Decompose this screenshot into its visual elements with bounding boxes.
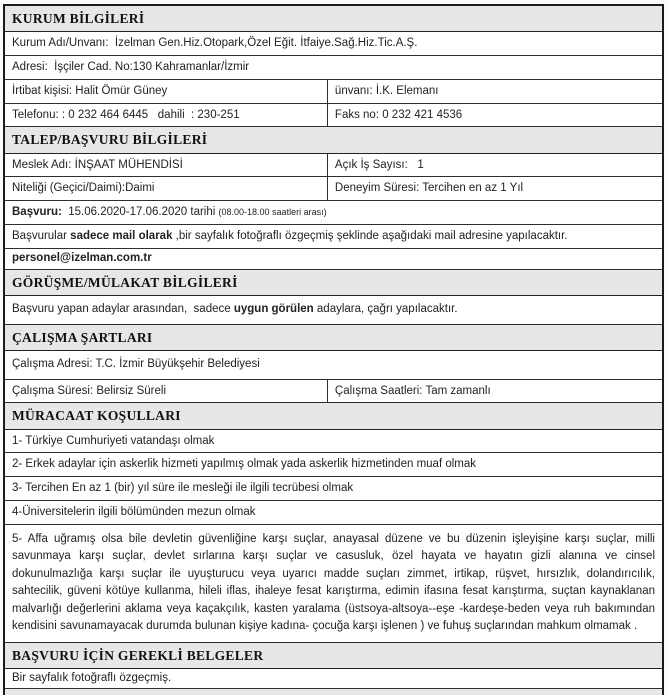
- basvuru-saat-notu: (08.00-18.00 saatleri arası): [218, 207, 327, 218]
- field-meslek-adi: Meslek Adı: İNŞAAT MÜHENDİSİ: [12, 158, 183, 171]
- row-basvuru-sekli: [5, 225, 662, 249]
- field-calisma-suresi: Çalışma Süresi: Belirsiz Süreli: [12, 384, 167, 397]
- section-header-talep-basvuru: TALEP/BAŞVURU BİLGİLERİ: [5, 127, 662, 153]
- section-header-muracaat-kosullari: MÜRACAAT KOŞULLARI: [5, 403, 662, 429]
- basvuru-tarih: 15.06.2020-17.06.2020 tarihi: [61, 206, 219, 219]
- section-header-gerekli-belgeler: BAŞVURU İÇİN GEREKLİ BELGELER: [5, 643, 662, 669]
- basvurular-suffix: ,bir sayfalık fotoğraflı özgeçmiş şeklinde aşağıdaki mail adresine yapılacaktır.: [172, 229, 568, 242]
- field-niteligi: Niteliği (Geçici/Daimi):Daimi: [12, 182, 155, 195]
- muracaat-kosul-5: 5- Affa uğramış olsa bile devletin güvenliğine karşı suçlar, anayasal düzene ve bu düzenin işleyişine karşı suçlar, milli savunmaya karşı suçlar, devlet sırlarına karşı suçlar ve casusluk, özel hayata ve hayatın gizli alanına ve cinsel dokunulmazlığa karşı suçlar ile uyuşturucu veya uyarıcı madde suçları zimmet, irtikap, rüşvet, hırsızlık, dolandırıcılık, sahtecilik, güveni kötüye kullanma, hileli iflas, ihaleye fesat karıştırma, edimin ifasına fesat karıştırma, suçtan kaynaklanan malvarlığı değerlerini aklama veya kaçakçılık, kasten yaralama (üstsoya-altsoya--eşe -kardeşe-beden veya ruh bakımından kendisini savunamayacak durumda bulunan kişiye kadına- çocuğa karşı işlenen ) ve fuhuş suçlarından mahkum olmamak .: [5, 525, 662, 643]
- section-header-kurum-bilgileri: KURUM BİLGİLERİ: [5, 6, 662, 32]
- row-calisma-adresi: Çalışma Adresi: T.C. İzmir Büyükşehir Belediyesi: [5, 351, 662, 380]
- row-gorusme-notu: [5, 296, 662, 325]
- field-acik-is-sayisi: Açık İş Sayısı: 1: [327, 154, 662, 177]
- basvuru-label: Başvuru:: [12, 206, 62, 219]
- row-adresi: Adresi: İşçiler Cad. No:130 Kahramanlar/İzmir: [5, 56, 662, 80]
- section-header-gorusme-mulakat: GÖRÜŞME/MÜLAKAT BİLGİLERİ: [5, 270, 662, 296]
- row-telefon-faks: [5, 104, 662, 128]
- cutoff-section-band: [5, 689, 662, 695]
- row-calisma-sure-saat: [5, 380, 662, 404]
- job-posting-form: [3, 4, 664, 695]
- field-irtibat-kisisi: İrtibat kişisi: Halit Ömür Güney: [12, 84, 168, 97]
- muracaat-kosul-2: 2- Erkek adaylar için askerlik hizmeti yapılmış olmak yada askerlik hizmetinden muaf olmak: [5, 453, 662, 477]
- muracaat-kosul-3: 3- Tercihen En az 1 (bir) yıl süre ile mesleği ile ilgili tecrübesi olmak: [5, 477, 662, 501]
- section-header-calisma-sartlari: ÇALIŞMA ŞARTLARI: [5, 325, 662, 351]
- row-email: personel@izelman.com.tr: [5, 249, 662, 270]
- gorusme-prefix: Başvuru yapan adaylar arasından, sadece: [12, 302, 234, 315]
- field-telefonu: Telefonu: : 0 232 464 6445 dahili : 230-251: [12, 108, 240, 121]
- row-basvuru-tarihi: [5, 201, 662, 225]
- field-faks: Faks no: 0 232 421 4536: [327, 104, 662, 127]
- gorusme-suffix: adaylara, çağrı yapılacaktır.: [313, 302, 458, 315]
- row-kurum-adi: Kurum Adı/Unvanı: İzelman Gen.Hiz.Otopark,Özel Eğit. İtfaiye.Sağ.Hiz.Tic.A.Ş.: [5, 32, 662, 56]
- row-belge-ozgecmis: Bir sayfalık fotoğraflı özgeçmiş.: [5, 669, 662, 690]
- muracaat-kosul-1: 1- Türkiye Cumhuriyeti vatandaşı olmak: [5, 430, 662, 454]
- gorusme-vurgu: uygun görülen: [233, 302, 314, 315]
- field-deneyim-suresi: Deneyim Süresi: Tercihen en az 1 Yıl: [327, 177, 662, 200]
- field-unvani: ünvanı: İ.K. Elemanı: [327, 80, 662, 103]
- muracaat-kosul-4: 4-Üniversitelerin ilgili bölümünden mezun olmak: [5, 501, 662, 525]
- basvurular-prefix: Başvurular: [12, 229, 71, 242]
- row-meslek-acikis: [5, 154, 662, 178]
- row-irtibat-unvan: [5, 80, 662, 104]
- field-calisma-saatleri: Çalışma Saatleri: Tam zamanlı: [327, 380, 662, 403]
- basvurular-vurgu: sadece mail olarak: [70, 229, 173, 242]
- row-niteligi-deneyim: [5, 177, 662, 201]
